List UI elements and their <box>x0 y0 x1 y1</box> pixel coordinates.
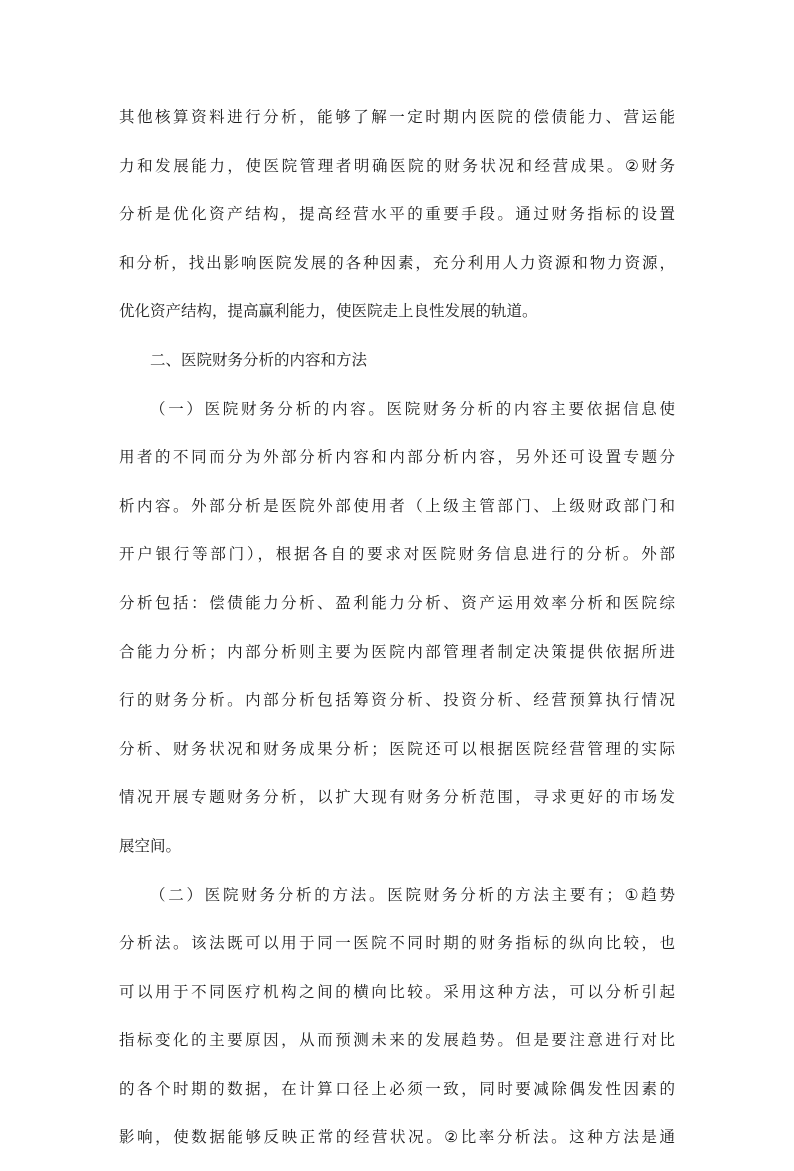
text-line: 力和发展能力，使医院管理者明确医院的财务状况和经营成果。②财务 <box>119 156 675 175</box>
text-line: 分析是优化资产结构，提高经营水平的重要手段。通过财务指标的设置 <box>119 205 675 224</box>
text-line: 指标变化的主要原因，从而预测未来的发展趋势。但是要注意进行对比 <box>119 1031 675 1050</box>
text-line: 展空间。 <box>119 836 182 855</box>
text-line: 影响，使数据能够反映正常的经营状况。②比率分析法。这种方法是通 <box>119 1128 675 1147</box>
text-line: 情况开展专题财务分析，以扩大现有财务分析范围，寻求更好的市场发 <box>119 788 675 807</box>
text-line: 行的财务分析。内部分析包括筹资分析、投资分析、经营预算执行情况 <box>119 691 675 710</box>
text-line: 开户银行等部门），根据各自的要求对医院财务信息进行的分析。外部 <box>119 545 675 564</box>
subsection-lead-line: （二）医院财务分析的方法。医院财务分析的方法主要有；①趋势 <box>150 885 675 904</box>
text-line: 分析法。该法既可以用于同一医院不同时期的财务指标的纵向比较，也 <box>119 934 675 953</box>
body-text <box>119 102 675 1171</box>
text-line: 分析包括：偿债能力分析、盈利能力分析、资产运用效率分析和医院综 <box>119 593 675 612</box>
text-line: 用者的不同而分为外部分析内容和内部分析内容，另外还可设置专题分 <box>119 448 675 467</box>
text-line: 合能力分析；内部分析则主要为医院内部管理者制定决策提供依据所进 <box>119 642 675 661</box>
text-line: 析内容。外部分析是医院外部使用者（上级主管部门、上级财政部门和 <box>119 496 675 515</box>
section-heading: 二、医院财务分析的内容和方法 <box>150 350 368 369</box>
text-line: 的各个时期的数据，在计算口径上必须一致，同时要减除偶发性因素的 <box>119 1079 675 1098</box>
text-line: 分析、财务状况和财务成果分析；医院还可以根据医院经营管理的实际 <box>119 739 675 758</box>
text-line: 和分析，找出影响医院发展的各种因素，充分利用人力资源和物力资源， <box>119 253 675 272</box>
text-line: 其他核算资料进行分析，能够了解一定时期内医院的偿债能力、营运能 <box>119 108 675 126</box>
text-line: 可以用于不同医疗机构之间的横向比较。采用这种方法，可以分析引起 <box>119 982 675 1001</box>
text-line: 优化资产结构，提高赢利能力，使医院走上良性发展的轨道。 <box>119 302 538 321</box>
subsection-lead-line: （一）医院财务分析的内容。医院财务分析的内容主要依据信息使 <box>150 399 675 418</box>
